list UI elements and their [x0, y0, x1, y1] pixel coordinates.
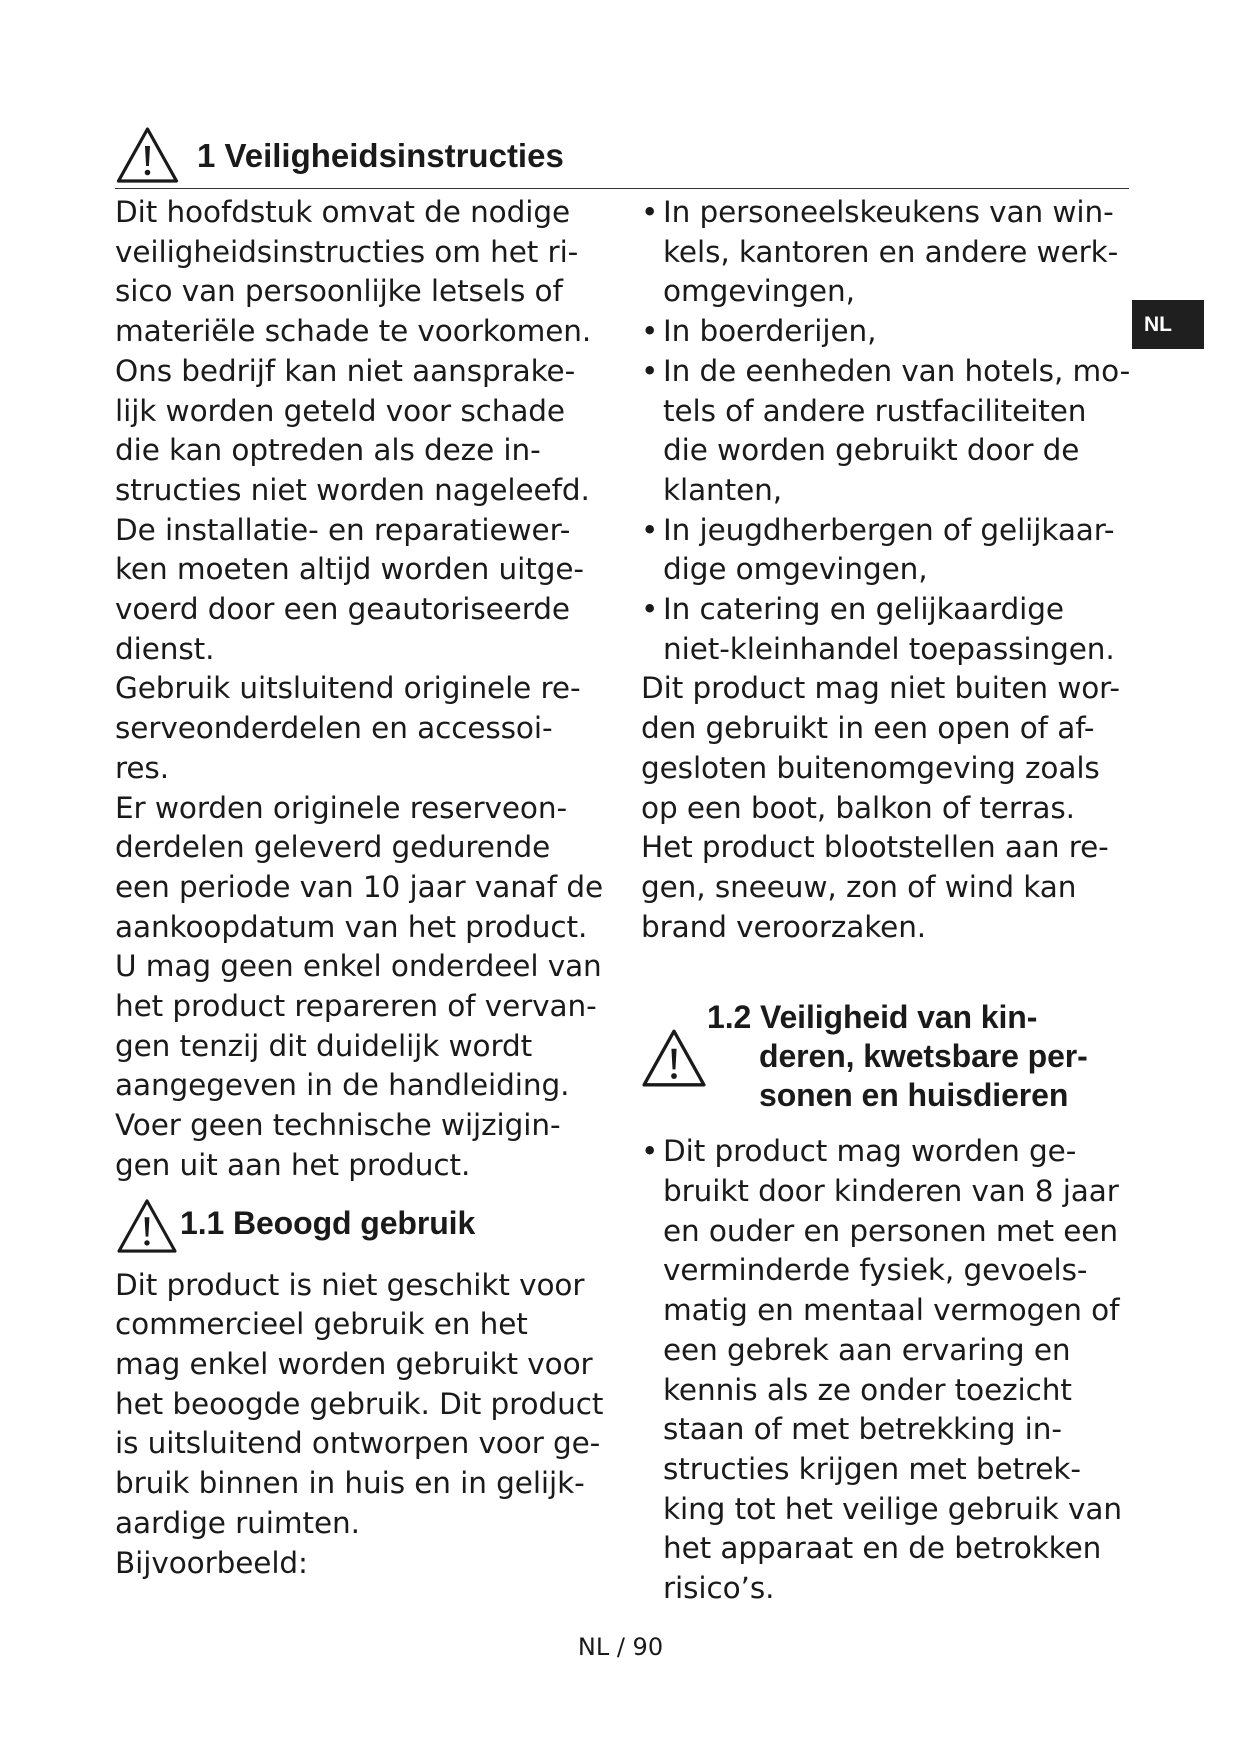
text-line: mag enkel worden gebruikt voor — [115, 1346, 593, 1381]
bullet-marker: • — [641, 592, 659, 627]
text-line: voerd door een geautoriseerde — [115, 592, 570, 627]
text-line: Dit product mag worden ge- — [663, 1134, 1077, 1169]
text-line: veiligheidsinstructies om het ri- — [115, 234, 579, 269]
text-line: Er worden originele reserveon- — [115, 790, 568, 825]
text-line: het beoogde gebruik. Dit product — [115, 1386, 604, 1421]
text-line: Gebruik uitsluitend originele re- — [115, 671, 581, 706]
child-safety-bullet — [641, 1132, 1136, 1608]
text-line: materiële schade te voorkomen. — [115, 314, 592, 349]
page-number: NL / 90 — [577, 1633, 664, 1661]
bullet-marker: • — [641, 512, 659, 547]
text-line: serveonderdelen en accessoi- — [115, 711, 553, 746]
text-line: verminderde fysiek, gevoels- — [663, 1253, 1088, 1288]
text-line: omgevingen, — [663, 274, 855, 309]
outdoor-warning-paragraph — [641, 669, 1136, 947]
text-line: Dit product mag niet buiten wor- — [641, 671, 1120, 706]
text-line: lijk worden geteld voor schade — [115, 393, 565, 428]
text-line: en ouder en personen met een — [663, 1213, 1118, 1248]
text-line: niet-kleinhandel toepassingen. — [663, 631, 1115, 666]
text-line: het product repareren of vervan- — [115, 989, 597, 1024]
text-line: risico’s. — [663, 1571, 775, 1606]
warning-triangle-icon — [641, 1028, 707, 1088]
text-line: sico van persoonlijke letsels of — [115, 274, 563, 309]
text-line: gen tenzij dit duidelijk wordt — [115, 1028, 533, 1063]
text-line: Dit hoofdstuk omvat de nodige — [115, 195, 571, 229]
text-line: kennis als ze onder toezicht — [663, 1372, 1072, 1407]
bullet-marker: • — [641, 1134, 659, 1169]
subsection-title-line: 1.2 Veiligheid van kin- — [707, 999, 1038, 1036]
subsection-title-line: deren, kwetsbare per- — [759, 1038, 1088, 1075]
subsection-title: 1.1 Beoogd gebruik — [180, 1204, 476, 1241]
text-line: In catering en gelijkaardige — [663, 592, 1064, 627]
bullet-marker: • — [641, 353, 659, 388]
text-line: op een boot, balkon of terras. — [641, 790, 1075, 825]
text-line: die kan optreden als deze in- — [115, 433, 541, 468]
text-line: klanten, — [663, 472, 783, 507]
text-line: aangegeven in de handleiding. — [115, 1068, 570, 1103]
text-line: aankoopdatum van het product. — [115, 909, 588, 944]
text-line: gen uit aan het product. — [115, 1147, 471, 1182]
usage-bullet-list — [641, 193, 1136, 669]
list-item — [641, 511, 1136, 590]
text-line: Dit product is niet geschikt voor — [115, 1267, 585, 1302]
text-line: structies krijgen met betrek- — [663, 1451, 1081, 1486]
text-line: res. — [115, 750, 169, 785]
list-item — [641, 590, 1136, 669]
text-line: U mag geen enkel onderdeel van — [115, 949, 602, 984]
text-line: Ons bedrijf kan niet aansprake- — [115, 353, 576, 388]
text-line: tels of andere rustfaciliteiten — [663, 393, 1087, 428]
bullet-marker: • — [641, 195, 659, 229]
text-line: king tot het veilige gebruik van — [663, 1491, 1122, 1526]
text-line: In boerderijen, — [663, 314, 877, 349]
text-line: het apparaat en de betrokken — [663, 1531, 1102, 1566]
text-line: Voer geen technische wijzigin- — [115, 1108, 561, 1143]
text-line: gen, sneeuw, zon of wind kan — [641, 869, 1077, 904]
text-line: In personeelskeukens van win- — [663, 195, 1114, 229]
warning-triangle-icon — [115, 126, 180, 184]
text-line: kels, kantoren en andere werk- — [663, 234, 1119, 269]
list-item — [641, 1132, 1136, 1608]
text-line: die worden gebruikt door de — [663, 433, 1080, 468]
intended-use-paragraph — [115, 1266, 615, 1584]
text-line: staan of met betrekking in- — [663, 1412, 1062, 1447]
text-line: bruik binnen in huis en in gelijk- — [115, 1466, 585, 1501]
bullet-marker: • — [641, 314, 659, 349]
text-line: aardige ruimten. — [115, 1505, 360, 1540]
text-line: De installatie- en reparatiewer- — [115, 512, 571, 547]
text-line: bruikt door kinderen van 8 jaar — [663, 1174, 1119, 1209]
text-line: In jeugdherbergen of gelijkaar- — [663, 512, 1115, 547]
list-item — [641, 193, 1136, 312]
text-line: matig en mentaal vermogen of — [663, 1293, 1120, 1328]
language-tab: NL — [1132, 300, 1204, 349]
subsection-heading-1-2 — [641, 994, 1136, 1121]
text-line: brand veroorzaken. — [641, 909, 927, 944]
subsection-title-line: sonen en huisdieren — [759, 1077, 1069, 1114]
text-line: dige omgevingen, — [663, 552, 928, 587]
text-line: derdelen geleverd gedurende — [115, 830, 551, 865]
text-line: Het product blootstellen aan re- — [641, 830, 1109, 865]
subsection-heading-1-1 — [115, 1192, 615, 1264]
text-line: structies niet worden nageleefd. — [115, 472, 590, 507]
text-line: een gebrek aan ervaring en — [663, 1332, 1071, 1367]
text-line: is uitsluitend ontworpen voor ge- — [115, 1426, 601, 1461]
list-item — [641, 312, 1136, 352]
section-title: 1 Veiligheidsinstructies — [197, 137, 564, 174]
warning-triangle-icon — [115, 1198, 179, 1254]
text-line: gesloten buitenomgeving zoals — [641, 750, 1100, 785]
text-line: dienst. — [115, 631, 215, 666]
text-line: In de eenheden van hotels, mo- — [663, 353, 1131, 388]
right-column — [641, 193, 1136, 1609]
text-line: ken moeten altijd worden uitge- — [115, 552, 584, 587]
text-line: een periode van 10 jaar vanaf de — [115, 869, 604, 904]
text-line: commercieel gebruik en het — [115, 1307, 528, 1342]
list-item — [641, 352, 1136, 511]
left-column — [115, 193, 615, 1583]
text-line: den gebruikt in een open of af- — [641, 711, 1095, 746]
intro-paragraphs — [115, 193, 615, 1186]
section-heading — [115, 124, 1129, 189]
text-line: Bijvoorbeeld: — [115, 1545, 308, 1580]
